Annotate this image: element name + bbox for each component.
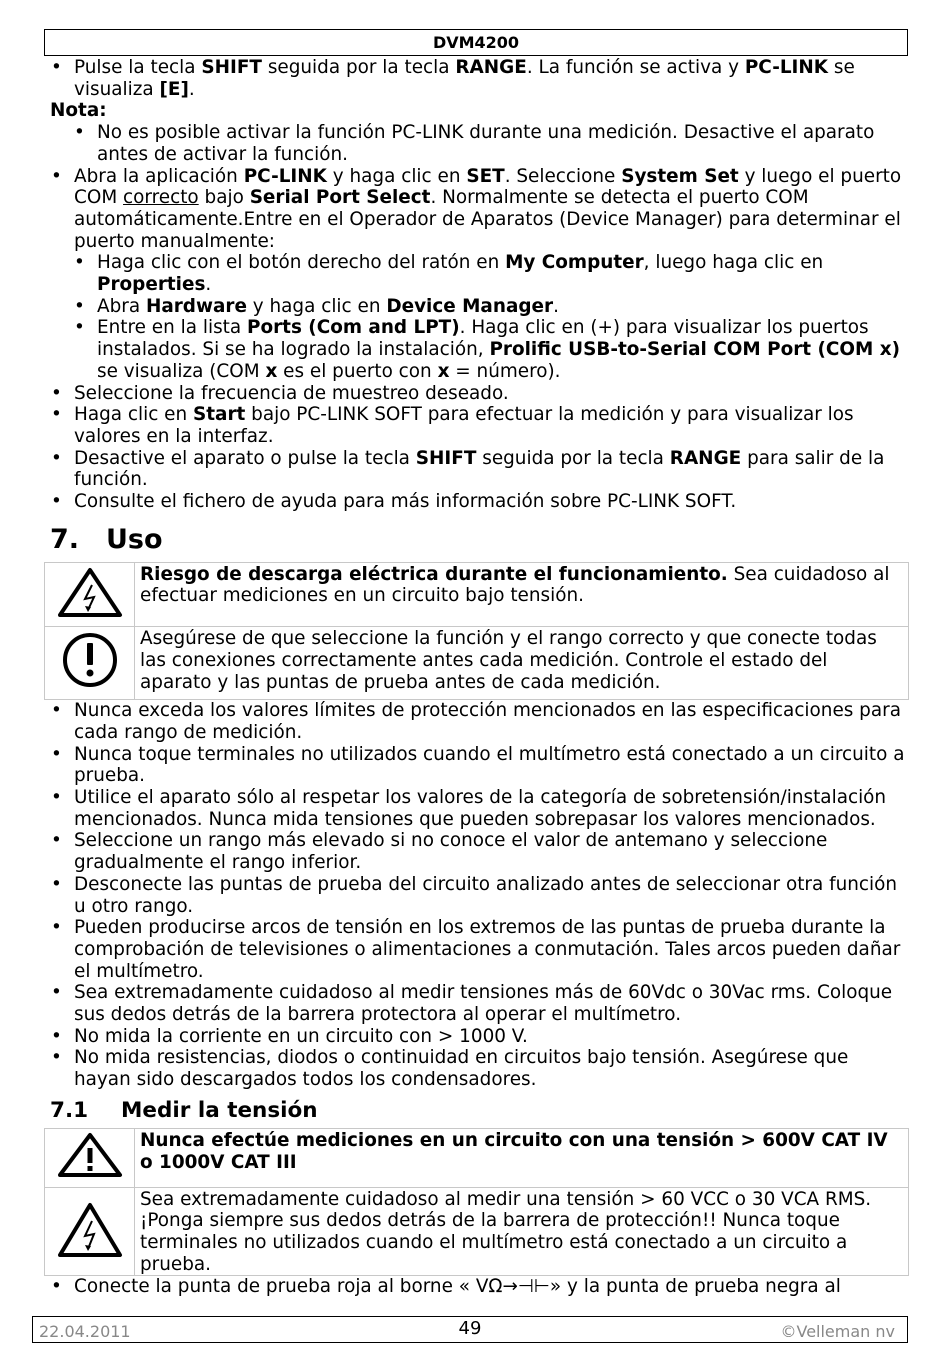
section-heading-medir-tension: 7.1 Medir la tensión	[50, 1097, 318, 1123]
warning-text-shock: Riesgo de descarga eléctrica durante el funcionamiento. Sea cuidadoso al efectuar mediciones en un circuito bajo tensión.	[135, 562, 909, 627]
list-item: • Utilice el aparato sólo al respetar los valores de la categoría de sobretensión/instalación mencionados. Nunca mida tensiones que pueden sobrepasar los valores mencionados.	[50, 787, 908, 830]
list-item: • Consulte el fichero de ayuda para más información sobre PC-LINK SOFT.	[50, 491, 908, 513]
page-header	[44, 29, 908, 56]
warning-text-caution: Asegúrese de que seleccione la función y el rango correcto y que conecte todas las conexiones correctamente antes cada medición. Controle el estado del aparato y las puntas de prueba antes de cada medición.	[135, 627, 909, 700]
note-list	[50, 122, 908, 165]
list-item: • Haga clic en Start bajo PC-LINK SOFT para efectuar la medición y para visualizar los valores en la interfaz.	[50, 404, 908, 447]
list-item: • Conecte la punta de prueba roja al borne « VΩ→⊣⊢» y la punta de prueba negra al	[50, 1276, 908, 1298]
footer-date: 22.04.2011	[39, 1322, 131, 1341]
note-item: • No es posible activar la función PC-LINK durante una medición. Desactive el aparato antes de activar la función.	[50, 122, 908, 165]
warning-text-limit: Nunca efectúe mediciones en un circuito con una tensión > 600V CAT IV o 1000V CAT III	[135, 1128, 909, 1187]
warning-table-uso	[44, 562, 909, 700]
header-title: DVM4200	[432, 33, 520, 52]
electric-shock-warning-icon	[45, 562, 135, 627]
list-item: • Nunca toque terminales no utilizados cuando el multímetro está conectado a un circuito a prueba.	[50, 744, 908, 787]
page-content	[50, 57, 908, 1298]
warning-table-tension	[44, 1128, 909, 1277]
electric-shock-warning-icon	[45, 1187, 135, 1276]
list-item: • Abra la aplicación PC-LINK y haga clic en SET. Seleccione System Set y luego el puerto COM correcto bajo Serial Port Select. Normalmente se detecta el puerto COM automáticamente.Entre en el Operador de Aparatos (Device Manager) para determinar el puerto manualmente:	[50, 166, 908, 253]
list-item: • Sea extremadamente cuidadoso al medir tensiones más de 60Vdc o 30Vac rms. Coloque sus dedos detrás de la barrera protectora al operar el multímetro.	[50, 982, 908, 1025]
sub-list-item: • Abra Hardware y haga clic en Device Manager.	[50, 296, 908, 318]
pclink-steps-list	[50, 57, 908, 100]
list-item: • Seleccione la frecuencia de muestreo deseado.	[50, 383, 908, 405]
app-steps-list	[50, 166, 908, 513]
list-item: • No mida resistencias, diodos o continuidad en circuitos bajo tensión. Asegúrese que hayan sido descargados todos los condensadores.	[50, 1047, 908, 1090]
list-item: • No mida la corriente en un circuito con > 1000 V.	[50, 1026, 908, 1048]
uso-list	[50, 700, 908, 1091]
page-footer	[32, 1316, 908, 1343]
page-number: 49	[458, 1318, 482, 1339]
note-label: Nota:	[50, 100, 107, 122]
list-item: • Pulse la tecla SHIFT seguida por la tecla RANGE. La función se activa y PC-LINK se visualiza [E].	[50, 57, 908, 100]
section-heading-uso: 7. Uso	[50, 523, 163, 555]
list-item: • Desconecte las puntas de prueba del circuito analizado antes de seleccionar otra función u otro rango.	[50, 874, 908, 917]
general-warning-icon	[45, 1128, 135, 1187]
tension-list	[50, 1276, 908, 1298]
sub-list-item: • Entre en la lista Ports (Com and LPT). Haga clic en (+) para visualizar los puertos instalados. Si se ha logrado la instalación, Prolific USB-to-Serial COM Port (COM x) se visualiza (COM x es el puerto con x = número).	[50, 317, 908, 382]
list-item: • Desactive el aparato o pulse la tecla SHIFT seguida por la tecla RANGE para salir de la función.	[50, 448, 908, 491]
list-item: • Pueden producirse arcos de tensión en los extremos de las puntas de prueba durante la comprobación de televisiones o alimentaciones a conmutación. Tales arcos pueden dañar el multímetro.	[50, 917, 908, 982]
exclamation-circle-icon	[45, 627, 135, 700]
list-item: • Seleccione un rango más elevado si no conoce el valor de antemano y seleccione gradualmente el rango inferior.	[50, 830, 908, 873]
list-item: • Nunca exceda los valores límites de protección mencionados en las especificaciones para cada rango de medición.	[50, 700, 908, 743]
warning-text-rms: Sea extremadamente cuidadoso al medir una tensión > 60 VCC o 30 VCA RMS. ¡Ponga siempre sus dedos detrás de la barrera de protección!! Nunca toque terminales no utilizados cuando el multímetro está conectado a un circuito a prueba.	[135, 1187, 909, 1276]
footer-copyright: ©Velleman nv	[780, 1322, 895, 1341]
sub-list-item: • Haga clic con el botón derecho del ratón en My Computer, luego haga clic en Properties.	[50, 252, 908, 295]
